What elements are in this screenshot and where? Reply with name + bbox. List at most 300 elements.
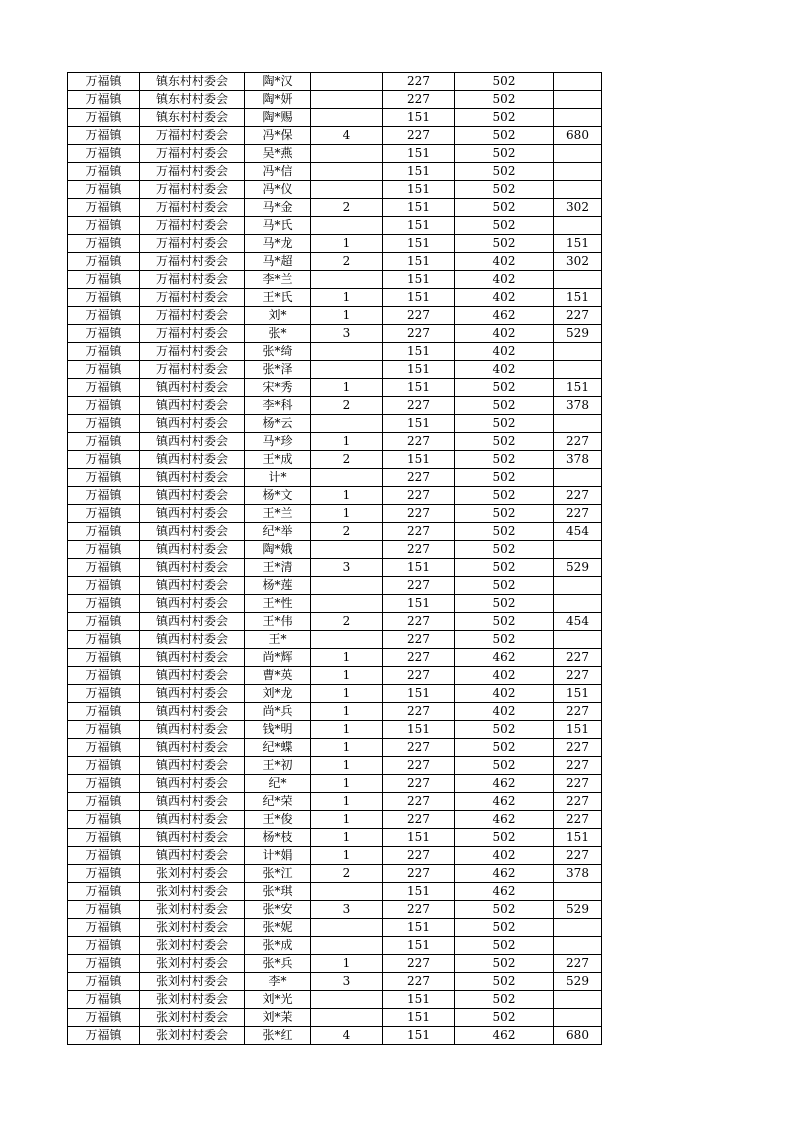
amount-b-cell: 502	[455, 397, 554, 415]
village-committee-cell: 万福村村委会	[140, 145, 245, 163]
amount-b-cell: 462	[455, 793, 554, 811]
table-row	[68, 541, 602, 559]
amount-a-cell: 151	[383, 1027, 455, 1045]
amount-b-cell: 502	[455, 991, 554, 1009]
town-cell: 万福镇	[68, 217, 140, 235]
household-size-cell: 1	[311, 505, 383, 523]
village-committee-cell: 镇西村村委会	[140, 739, 245, 757]
amount-a-cell: 151	[383, 919, 455, 937]
table-row	[68, 847, 602, 865]
table-row	[68, 955, 602, 973]
total-cell: 454	[554, 523, 602, 541]
household-size-cell: 2	[311, 613, 383, 631]
town-cell: 万福镇	[68, 991, 140, 1009]
amount-a-cell: 227	[383, 541, 455, 559]
amount-a-cell: 151	[383, 271, 455, 289]
household-size-cell: 1	[311, 793, 383, 811]
total-cell: 227	[554, 847, 602, 865]
household-size-cell	[311, 991, 383, 1009]
household-size-cell	[311, 469, 383, 487]
village-committee-cell: 镇西村村委会	[140, 523, 245, 541]
town-cell: 万福镇	[68, 757, 140, 775]
table-row	[68, 613, 602, 631]
town-cell: 万福镇	[68, 721, 140, 739]
amount-a-cell: 227	[383, 73, 455, 91]
amount-b-cell: 462	[455, 811, 554, 829]
village-committee-cell: 镇西村村委会	[140, 685, 245, 703]
total-cell: 227	[554, 757, 602, 775]
household-size-cell: 1	[311, 667, 383, 685]
amount-b-cell: 502	[455, 487, 554, 505]
amount-b-cell: 502	[455, 181, 554, 199]
village-committee-cell: 镇东村村委会	[140, 109, 245, 127]
amount-b-cell: 462	[455, 865, 554, 883]
household-size-cell	[311, 163, 383, 181]
table-row	[68, 739, 602, 757]
total-cell	[554, 631, 602, 649]
town-cell: 万福镇	[68, 91, 140, 109]
amount-a-cell: 227	[383, 901, 455, 919]
total-cell: 378	[554, 451, 602, 469]
village-committee-cell: 镇东村村委会	[140, 73, 245, 91]
amount-b-cell: 502	[455, 955, 554, 973]
table-row	[68, 577, 602, 595]
name-cell: 刘*	[245, 307, 311, 325]
household-size-cell: 2	[311, 199, 383, 217]
total-cell: 227	[554, 775, 602, 793]
data-table	[67, 72, 602, 1045]
name-cell: 纪*	[245, 775, 311, 793]
amount-a-cell: 227	[383, 613, 455, 631]
town-cell: 万福镇	[68, 955, 140, 973]
total-cell: 227	[554, 667, 602, 685]
total-cell	[554, 1009, 602, 1027]
amount-b-cell: 402	[455, 343, 554, 361]
amount-b-cell: 502	[455, 469, 554, 487]
household-size-cell	[311, 883, 383, 901]
total-cell	[554, 541, 602, 559]
village-committee-cell: 万福村村委会	[140, 253, 245, 271]
name-cell: 杨*文	[245, 487, 311, 505]
table-row	[68, 145, 602, 163]
household-size-cell: 1	[311, 433, 383, 451]
name-cell: 尚*辉	[245, 649, 311, 667]
total-cell: 151	[554, 379, 602, 397]
household-size-cell	[311, 91, 383, 109]
table-row	[68, 181, 602, 199]
town-cell: 万福镇	[68, 595, 140, 613]
household-size-cell	[311, 361, 383, 379]
total-cell: 378	[554, 865, 602, 883]
amount-a-cell: 151	[383, 289, 455, 307]
amount-b-cell: 502	[455, 415, 554, 433]
household-size-cell: 1	[311, 649, 383, 667]
household-size-cell	[311, 595, 383, 613]
amount-a-cell: 151	[383, 721, 455, 739]
household-size-cell	[311, 109, 383, 127]
village-committee-cell: 万福村村委会	[140, 307, 245, 325]
total-cell: 680	[554, 1027, 602, 1045]
table-row	[68, 1027, 602, 1045]
name-cell: 张*绮	[245, 343, 311, 361]
total-cell	[554, 361, 602, 379]
total-cell	[554, 469, 602, 487]
town-cell: 万福镇	[68, 379, 140, 397]
household-size-cell: 3	[311, 901, 383, 919]
household-size-cell: 2	[311, 451, 383, 469]
village-committee-cell: 镇西村村委会	[140, 631, 245, 649]
household-size-cell	[311, 181, 383, 199]
household-size-cell: 2	[311, 523, 383, 541]
town-cell: 万福镇	[68, 685, 140, 703]
village-committee-cell: 镇西村村委会	[140, 577, 245, 595]
table-row	[68, 289, 602, 307]
household-size-cell: 1	[311, 235, 383, 253]
amount-a-cell: 227	[383, 523, 455, 541]
village-committee-cell: 镇西村村委会	[140, 451, 245, 469]
amount-a-cell: 151	[383, 217, 455, 235]
town-cell: 万福镇	[68, 631, 140, 649]
table-row	[68, 253, 602, 271]
village-committee-cell: 张刘村村委会	[140, 973, 245, 991]
amount-a-cell: 151	[383, 1009, 455, 1027]
amount-a-cell: 227	[383, 577, 455, 595]
table-row	[68, 685, 602, 703]
total-cell	[554, 883, 602, 901]
town-cell: 万福镇	[68, 973, 140, 991]
total-cell	[554, 343, 602, 361]
village-committee-cell: 镇西村村委会	[140, 847, 245, 865]
amount-b-cell: 502	[455, 217, 554, 235]
name-cell: 计*娟	[245, 847, 311, 865]
household-size-cell: 1	[311, 847, 383, 865]
amount-a-cell: 151	[383, 883, 455, 901]
total-cell: 227	[554, 649, 602, 667]
village-committee-cell: 万福村村委会	[140, 343, 245, 361]
household-size-cell: 1	[311, 811, 383, 829]
town-cell: 万福镇	[68, 469, 140, 487]
town-cell: 万福镇	[68, 73, 140, 91]
village-committee-cell: 万福村村委会	[140, 271, 245, 289]
name-cell: 王*伟	[245, 613, 311, 631]
town-cell: 万福镇	[68, 667, 140, 685]
village-committee-cell: 镇西村村委会	[140, 811, 245, 829]
amount-b-cell: 502	[455, 235, 554, 253]
village-committee-cell: 镇西村村委会	[140, 649, 245, 667]
village-committee-cell: 镇西村村委会	[140, 505, 245, 523]
table-row	[68, 415, 602, 433]
amount-b-cell: 502	[455, 757, 554, 775]
village-committee-cell: 镇西村村委会	[140, 541, 245, 559]
name-cell: 尚*兵	[245, 703, 311, 721]
town-cell: 万福镇	[68, 307, 140, 325]
table-row	[68, 919, 602, 937]
total-cell: 151	[554, 685, 602, 703]
table-row	[68, 235, 602, 253]
amount-a-cell: 151	[383, 379, 455, 397]
name-cell: 钱*明	[245, 721, 311, 739]
amount-b-cell: 502	[455, 127, 554, 145]
amount-a-cell: 227	[383, 865, 455, 883]
amount-b-cell: 502	[455, 433, 554, 451]
household-size-cell	[311, 217, 383, 235]
amount-b-cell: 502	[455, 523, 554, 541]
town-cell: 万福镇	[68, 397, 140, 415]
town-cell: 万福镇	[68, 919, 140, 937]
amount-a-cell: 227	[383, 973, 455, 991]
village-committee-cell: 镇西村村委会	[140, 379, 245, 397]
name-cell: 陶*汉	[245, 73, 311, 91]
name-cell: 刘*光	[245, 991, 311, 1009]
town-cell: 万福镇	[68, 541, 140, 559]
name-cell: 王*初	[245, 757, 311, 775]
total-cell	[554, 163, 602, 181]
table-row	[68, 793, 602, 811]
total-cell: 454	[554, 613, 602, 631]
total-cell: 227	[554, 487, 602, 505]
household-size-cell: 2	[311, 253, 383, 271]
village-committee-cell: 万福村村委会	[140, 199, 245, 217]
village-committee-cell: 镇西村村委会	[140, 595, 245, 613]
name-cell: 马*龙	[245, 235, 311, 253]
village-committee-cell: 张刘村村委会	[140, 991, 245, 1009]
name-cell: 曹*英	[245, 667, 311, 685]
household-size-cell	[311, 271, 383, 289]
amount-a-cell: 151	[383, 343, 455, 361]
town-cell: 万福镇	[68, 523, 140, 541]
total-cell	[554, 271, 602, 289]
amount-a-cell: 151	[383, 559, 455, 577]
household-size-cell	[311, 919, 383, 937]
total-cell: 378	[554, 397, 602, 415]
amount-b-cell: 402	[455, 847, 554, 865]
amount-b-cell: 462	[455, 1027, 554, 1045]
amount-a-cell: 151	[383, 199, 455, 217]
household-size-cell: 3	[311, 559, 383, 577]
town-cell: 万福镇	[68, 811, 140, 829]
table-row	[68, 703, 602, 721]
name-cell: 王*俊	[245, 811, 311, 829]
household-size-cell	[311, 73, 383, 91]
table-row	[68, 901, 602, 919]
table-row	[68, 811, 602, 829]
amount-a-cell: 151	[383, 253, 455, 271]
total-cell: 227	[554, 739, 602, 757]
amount-b-cell: 502	[455, 919, 554, 937]
amount-a-cell: 227	[383, 91, 455, 109]
amount-b-cell: 502	[455, 505, 554, 523]
amount-a-cell: 227	[383, 469, 455, 487]
name-cell: 冯*信	[245, 163, 311, 181]
village-committee-cell: 镇西村村委会	[140, 793, 245, 811]
household-size-cell: 1	[311, 721, 383, 739]
amount-b-cell: 502	[455, 973, 554, 991]
household-size-cell: 1	[311, 775, 383, 793]
village-committee-cell: 镇西村村委会	[140, 559, 245, 577]
table-row	[68, 307, 602, 325]
total-cell: 680	[554, 127, 602, 145]
amount-b-cell: 502	[455, 199, 554, 217]
village-committee-cell: 镇西村村委会	[140, 415, 245, 433]
total-cell	[554, 991, 602, 1009]
amount-b-cell: 462	[455, 883, 554, 901]
table-row	[68, 631, 602, 649]
total-cell	[554, 415, 602, 433]
village-committee-cell: 万福村村委会	[140, 361, 245, 379]
village-committee-cell: 万福村村委会	[140, 127, 245, 145]
table-row	[68, 91, 602, 109]
household-size-cell: 1	[311, 955, 383, 973]
town-cell: 万福镇	[68, 145, 140, 163]
name-cell: 李*	[245, 973, 311, 991]
name-cell: 马*珍	[245, 433, 311, 451]
name-cell: 李*科	[245, 397, 311, 415]
household-size-cell	[311, 631, 383, 649]
town-cell: 万福镇	[68, 199, 140, 217]
total-cell: 151	[554, 235, 602, 253]
table-row	[68, 325, 602, 343]
amount-a-cell: 227	[383, 505, 455, 523]
name-cell: 吴*燕	[245, 145, 311, 163]
village-committee-cell: 万福村村委会	[140, 235, 245, 253]
amount-b-cell: 402	[455, 253, 554, 271]
name-cell: 张*琪	[245, 883, 311, 901]
town-cell: 万福镇	[68, 865, 140, 883]
amount-b-cell: 502	[455, 613, 554, 631]
town-cell: 万福镇	[68, 253, 140, 271]
amount-b-cell: 502	[455, 73, 554, 91]
amount-b-cell: 502	[455, 109, 554, 127]
table-row	[68, 73, 602, 91]
name-cell: 纪*举	[245, 523, 311, 541]
amount-b-cell: 402	[455, 361, 554, 379]
name-cell: 张*红	[245, 1027, 311, 1045]
name-cell: 冯*仪	[245, 181, 311, 199]
total-cell	[554, 181, 602, 199]
table-row	[68, 721, 602, 739]
table-row	[68, 523, 602, 541]
village-committee-cell: 镇西村村委会	[140, 667, 245, 685]
amount-a-cell: 227	[383, 631, 455, 649]
amount-a-cell: 227	[383, 649, 455, 667]
household-size-cell: 4	[311, 127, 383, 145]
total-cell: 529	[554, 559, 602, 577]
amount-b-cell: 502	[455, 577, 554, 595]
town-cell: 万福镇	[68, 793, 140, 811]
name-cell: 纪*蝶	[245, 739, 311, 757]
town-cell: 万福镇	[68, 325, 140, 343]
town-cell: 万福镇	[68, 739, 140, 757]
amount-b-cell: 502	[455, 721, 554, 739]
village-committee-cell: 万福村村委会	[140, 163, 245, 181]
village-committee-cell: 镇西村村委会	[140, 613, 245, 631]
amount-a-cell: 227	[383, 757, 455, 775]
table-row	[68, 559, 602, 577]
amount-a-cell: 151	[383, 235, 455, 253]
table-row	[68, 433, 602, 451]
total-cell	[554, 937, 602, 955]
household-size-cell: 1	[311, 685, 383, 703]
amount-a-cell: 227	[383, 739, 455, 757]
amount-b-cell: 462	[455, 649, 554, 667]
total-cell	[554, 109, 602, 127]
village-committee-cell: 镇西村村委会	[140, 721, 245, 739]
total-cell: 151	[554, 721, 602, 739]
village-committee-cell: 镇西村村委会	[140, 469, 245, 487]
amount-b-cell: 402	[455, 667, 554, 685]
household-size-cell: 3	[311, 325, 383, 343]
village-committee-cell: 镇西村村委会	[140, 487, 245, 505]
village-committee-cell: 镇西村村委会	[140, 829, 245, 847]
amount-a-cell: 227	[383, 847, 455, 865]
town-cell: 万福镇	[68, 343, 140, 361]
name-cell: 陶*妍	[245, 91, 311, 109]
name-cell: 王*清	[245, 559, 311, 577]
name-cell: 王*兰	[245, 505, 311, 523]
town-cell: 万福镇	[68, 415, 140, 433]
household-size-cell	[311, 145, 383, 163]
town-cell: 万福镇	[68, 109, 140, 127]
amount-b-cell: 502	[455, 901, 554, 919]
village-committee-cell: 万福村村委会	[140, 289, 245, 307]
town-cell: 万福镇	[68, 127, 140, 145]
town-cell: 万福镇	[68, 649, 140, 667]
name-cell: 杨*云	[245, 415, 311, 433]
amount-b-cell: 502	[455, 379, 554, 397]
town-cell: 万福镇	[68, 433, 140, 451]
amount-a-cell: 151	[383, 361, 455, 379]
village-committee-cell: 镇西村村委会	[140, 775, 245, 793]
amount-b-cell: 502	[455, 739, 554, 757]
amount-a-cell: 227	[383, 811, 455, 829]
table-row	[68, 451, 602, 469]
table-row	[68, 667, 602, 685]
total-cell: 227	[554, 811, 602, 829]
household-size-cell	[311, 541, 383, 559]
table-row	[68, 649, 602, 667]
table-row	[68, 217, 602, 235]
name-cell: 张*成	[245, 937, 311, 955]
household-size-cell	[311, 937, 383, 955]
household-size-cell: 1	[311, 757, 383, 775]
name-cell: 纪*荣	[245, 793, 311, 811]
town-cell: 万福镇	[68, 883, 140, 901]
name-cell: 王*成	[245, 451, 311, 469]
amount-b-cell: 462	[455, 307, 554, 325]
total-cell	[554, 595, 602, 613]
name-cell: 马*金	[245, 199, 311, 217]
town-cell: 万福镇	[68, 289, 140, 307]
town-cell: 万福镇	[68, 847, 140, 865]
household-size-cell: 1	[311, 379, 383, 397]
household-size-cell: 2	[311, 865, 383, 883]
amount-a-cell: 227	[383, 307, 455, 325]
amount-b-cell: 462	[455, 775, 554, 793]
amount-a-cell: 227	[383, 667, 455, 685]
table-row	[68, 343, 602, 361]
amount-b-cell: 402	[455, 325, 554, 343]
total-cell	[554, 91, 602, 109]
amount-a-cell: 151	[383, 829, 455, 847]
name-cell: 刘*茉	[245, 1009, 311, 1027]
total-cell: 227	[554, 505, 602, 523]
amount-a-cell: 227	[383, 397, 455, 415]
name-cell: 李*兰	[245, 271, 311, 289]
amount-b-cell: 402	[455, 703, 554, 721]
name-cell: 张*兵	[245, 955, 311, 973]
household-size-cell	[311, 343, 383, 361]
amount-a-cell: 227	[383, 793, 455, 811]
